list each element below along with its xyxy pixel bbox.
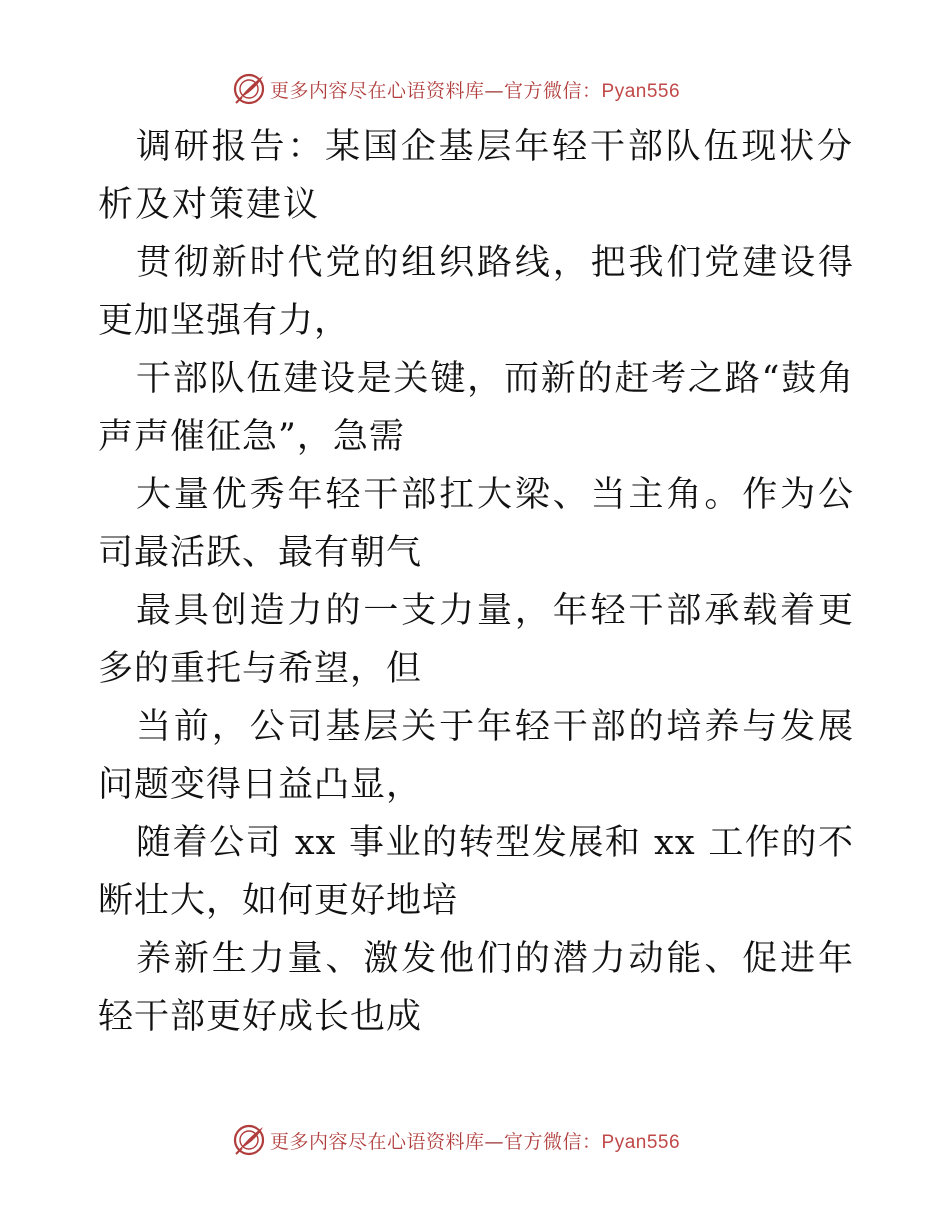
watermark-text — [270, 1127, 680, 1154]
watermark-text — [270, 76, 680, 103]
watermark-site: 更多内容尽在心语资料库 — [270, 79, 485, 102]
watermark-official-label: 官方微信： — [504, 1130, 602, 1153]
feather-logo-icon — [232, 72, 266, 106]
watermark-official-label: 官方微信： — [504, 79, 602, 102]
watermark-separator: — — [484, 79, 505, 102]
feather-logo-icon — [232, 1123, 266, 1157]
document-body — [98, 118, 854, 1046]
document-title: 调研报告：某国企基层年轻干部队伍现状分析及对策建议 — [98, 127, 854, 225]
watermark-wechat-id: Pyan556 — [601, 80, 681, 102]
paragraph: 养新生力量、激发他们的潜力动能、促进年轻干部更好成长也成 — [98, 939, 854, 1037]
paragraph: 干部队伍建设是关键，而新的赶考之路“鼓角声声催征急”，急需 — [98, 359, 854, 457]
watermark-wechat-id: Pyan556 — [601, 1131, 681, 1153]
paragraph: 贯彻新时代党的组织路线，把我们党建设得更加坚强有力， — [98, 243, 854, 341]
header-watermark-banner — [232, 72, 712, 106]
watermark-site: 更多内容尽在心语资料库 — [270, 1130, 485, 1153]
watermark-separator: — — [484, 1130, 505, 1153]
footer-watermark-banner — [232, 1123, 712, 1157]
paragraph: 随着公司 xx 事业的转型发展和 xx 工作的不断壮大，如何更好地培 — [98, 823, 854, 921]
paragraph: 大量优秀年轻干部扛大梁、当主角。作为公司最活跃、最有朝气 — [98, 475, 854, 573]
paragraph: 当前，公司基层关于年轻干部的培养与发展问题变得日益凸显， — [98, 707, 854, 805]
paragraph: 最具创造力的一支力量，年轻干部承载着更多的重托与希望，但 — [98, 591, 854, 689]
